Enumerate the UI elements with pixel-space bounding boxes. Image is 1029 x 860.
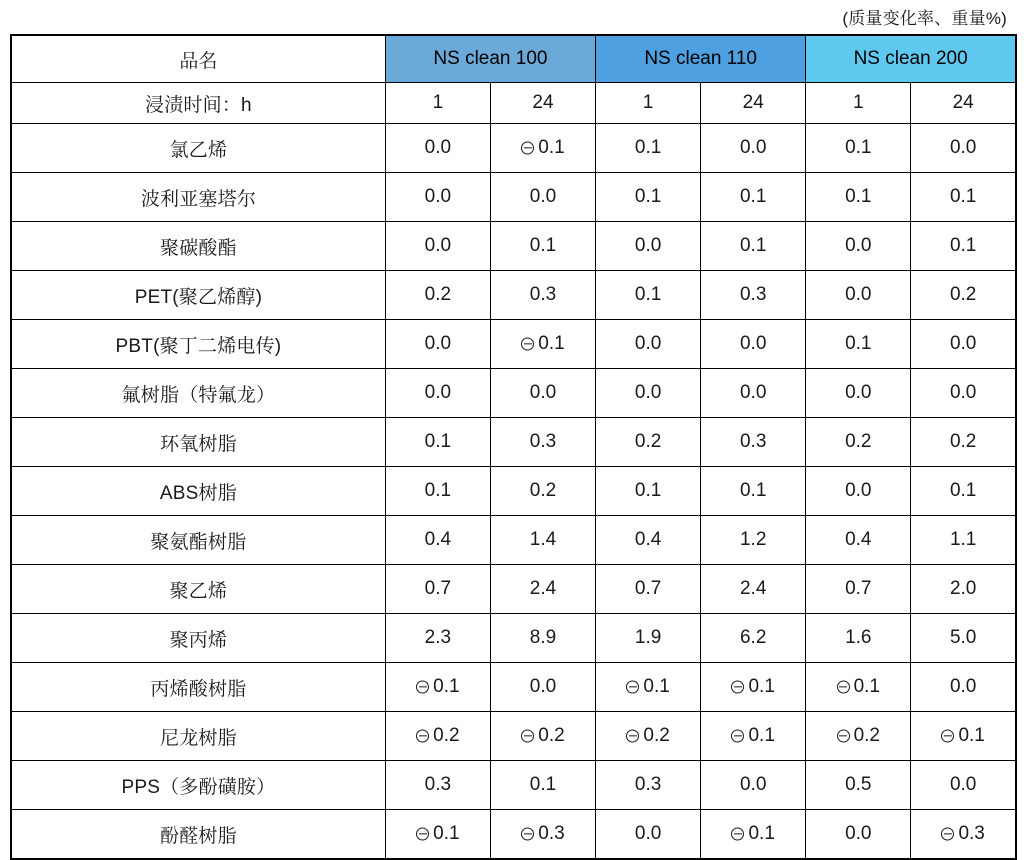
negative-value: 0.1 — [731, 676, 774, 698]
header-row — [11, 35, 1016, 83]
column-header-product-1: NS clean 110 — [596, 35, 806, 83]
negative-value: 0.1 — [837, 676, 880, 698]
cell-value: 0.0 — [806, 222, 911, 271]
row-label: 氟树脂（特氟龙） — [11, 369, 385, 418]
cell-value: 2.4 — [701, 565, 806, 614]
cell-value — [385, 810, 490, 860]
cell-value: 0.4 — [806, 516, 911, 565]
cell-value: 6.2 — [701, 614, 806, 663]
row-label: PPS（多酚磺胺） — [11, 761, 385, 810]
table-row — [11, 663, 1016, 712]
cell-value: 0.3 — [701, 418, 806, 467]
negative-value: 0.1 — [416, 676, 459, 698]
cell-value — [701, 663, 806, 712]
negative-value: 0.1 — [941, 725, 984, 747]
row-label: 聚丙烯 — [11, 614, 385, 663]
cell-value — [385, 663, 490, 712]
cell-value: 0.0 — [385, 320, 490, 369]
cell-value: 0.1 — [701, 467, 806, 516]
cell-value: 0.1 — [385, 467, 490, 516]
cell-value: 0.0 — [806, 467, 911, 516]
cell-value: 0.0 — [806, 271, 911, 320]
cell-value: 0.0 — [385, 124, 490, 173]
cell-value: 0.1 — [596, 124, 701, 173]
cell-value: 0.7 — [806, 565, 911, 614]
cell-value: 0.0 — [596, 320, 701, 369]
cell-value: 1.9 — [596, 614, 701, 663]
table-row — [11, 320, 1016, 369]
cell-value: 1.2 — [701, 516, 806, 565]
cell-value — [701, 810, 806, 860]
cell-value: 0.7 — [596, 565, 701, 614]
cell-value — [701, 712, 806, 761]
negative-value: 0.2 — [521, 725, 564, 747]
table-row — [11, 124, 1016, 173]
row-label: 酚醛树脂 — [11, 810, 385, 860]
column-header-product-2: NS clean 200 — [806, 35, 1016, 83]
row-label: 聚碳酸酯 — [11, 222, 385, 271]
cell-value: 0.0 — [490, 663, 595, 712]
row-label: 聚乙烯 — [11, 565, 385, 614]
cell-value: 0.2 — [490, 467, 595, 516]
cell-value: 0.0 — [806, 369, 911, 418]
cell-value: 0.5 — [806, 761, 911, 810]
chemical-compatibility-table — [10, 34, 1017, 860]
cell-value: 0.1 — [385, 418, 490, 467]
cell-value: 0.7 — [385, 565, 490, 614]
cell-value: 0.2 — [596, 418, 701, 467]
table-row — [11, 516, 1016, 565]
cell-value: 0.0 — [490, 173, 595, 222]
cell-value: 0.1 — [596, 173, 701, 222]
row-label: 波利亚塞塔尔 — [11, 173, 385, 222]
cell-value — [490, 124, 595, 173]
cell-value: 0.0 — [911, 320, 1016, 369]
table-row — [11, 467, 1016, 516]
cell-value: 0.1 — [490, 222, 595, 271]
cell-value: 2.0 — [911, 565, 1016, 614]
cell-value: 0.1 — [911, 467, 1016, 516]
cell-value: 0.1 — [701, 173, 806, 222]
row-label: 聚氨酯树脂 — [11, 516, 385, 565]
table-row — [11, 222, 1016, 271]
cell-value — [806, 712, 911, 761]
table-row — [11, 369, 1016, 418]
cell-value: 0.0 — [385, 369, 490, 418]
negative-value: 0.2 — [837, 725, 880, 747]
cell-value: 0.2 — [806, 418, 911, 467]
negative-value: 0.1 — [521, 137, 564, 159]
cell-value: 1.1 — [911, 516, 1016, 565]
negative-value: 0.1 — [731, 823, 774, 845]
cell-value — [806, 663, 911, 712]
cell-value: 0.0 — [701, 320, 806, 369]
table-row — [11, 712, 1016, 761]
cell-value — [490, 320, 595, 369]
cell-value: 0.1 — [911, 173, 1016, 222]
cell-value: 0.0 — [701, 369, 806, 418]
table-row — [11, 418, 1016, 467]
table-body — [11, 83, 1016, 860]
row-label: PET(聚乙烯醇) — [11, 271, 385, 320]
cell-value: 0.4 — [596, 516, 701, 565]
cell-value: 0.3 — [385, 761, 490, 810]
cell-value: 0.0 — [596, 222, 701, 271]
cell-value: 24 — [701, 83, 806, 124]
cell-value: 0.0 — [596, 810, 701, 860]
cell-value: 0.2 — [385, 271, 490, 320]
negative-value: 0.1 — [521, 333, 564, 355]
cell-value: 0.1 — [806, 320, 911, 369]
cell-value: 0.0 — [911, 663, 1016, 712]
cell-value — [490, 810, 595, 860]
cell-value — [490, 712, 595, 761]
row-label: 浸渍时间：h — [11, 83, 385, 124]
cell-value: 0.2 — [911, 418, 1016, 467]
cell-value: 0.2 — [911, 271, 1016, 320]
negative-value: 0.3 — [521, 823, 564, 845]
cell-value — [911, 810, 1016, 860]
table-header — [11, 35, 1016, 83]
negative-value: 0.1 — [731, 725, 774, 747]
cell-value: 0.0 — [806, 810, 911, 860]
cell-value: 2.3 — [385, 614, 490, 663]
cell-value: 0.1 — [490, 761, 595, 810]
table-row — [11, 614, 1016, 663]
cell-value: 0.3 — [701, 271, 806, 320]
cell-value: 0.1 — [806, 124, 911, 173]
row-label: 氯乙烯 — [11, 124, 385, 173]
cell-value: 0.3 — [490, 271, 595, 320]
cell-value: 1 — [806, 83, 911, 124]
cell-value: 0.3 — [596, 761, 701, 810]
row-label: 环氧树脂 — [11, 418, 385, 467]
cell-value: 0.0 — [385, 222, 490, 271]
table-row — [11, 271, 1016, 320]
row-label: 丙烯酸树脂 — [11, 663, 385, 712]
negative-value: 0.1 — [626, 676, 669, 698]
table-row — [11, 761, 1016, 810]
cell-value — [596, 712, 701, 761]
unit-note: (质量变化率、重量%) — [842, 9, 1007, 28]
cell-value: 0.0 — [911, 124, 1016, 173]
cell-value: 1.4 — [490, 516, 595, 565]
cell-value: 2.4 — [490, 565, 595, 614]
cell-value: 0.0 — [596, 369, 701, 418]
cell-value: 0.0 — [701, 761, 806, 810]
cell-value — [385, 712, 490, 761]
cell-value: 0.1 — [911, 222, 1016, 271]
cell-value: 0.1 — [596, 467, 701, 516]
cell-value: 1 — [385, 83, 490, 124]
cell-value: 0.4 — [385, 516, 490, 565]
cell-value: 0.0 — [911, 369, 1016, 418]
cell-value: 24 — [911, 83, 1016, 124]
cell-value: 24 — [490, 83, 595, 124]
cell-value — [596, 663, 701, 712]
table-row — [11, 173, 1016, 222]
table-row-immersion-time — [11, 83, 1016, 124]
cell-value: 1 — [596, 83, 701, 124]
cell-value: 0.1 — [701, 222, 806, 271]
cell-value: 0.0 — [385, 173, 490, 222]
row-label: 尼龙树脂 — [11, 712, 385, 761]
cell-value: 1.6 — [806, 614, 911, 663]
cell-value: 0.0 — [490, 369, 595, 418]
cell-value: 0.1 — [596, 271, 701, 320]
cell-value: 0.3 — [490, 418, 595, 467]
table-row — [11, 810, 1016, 860]
negative-value: 0.2 — [626, 725, 669, 747]
negative-value: 0.2 — [416, 725, 459, 747]
negative-value: 0.1 — [416, 823, 459, 845]
row-label: ABS树脂 — [11, 467, 385, 516]
cell-value: 0.0 — [911, 761, 1016, 810]
negative-value: 0.3 — [941, 823, 984, 845]
column-header-product-0: NS clean 100 — [385, 35, 595, 83]
column-header-name: 品名 — [11, 35, 385, 83]
cell-value: 0.1 — [806, 173, 911, 222]
table-row — [11, 565, 1016, 614]
row-label: PBT(聚丁二烯电传) — [11, 320, 385, 369]
cell-value: 0.0 — [701, 124, 806, 173]
cell-value — [911, 712, 1016, 761]
cell-value: 5.0 — [911, 614, 1016, 663]
cell-value: 8.9 — [490, 614, 595, 663]
